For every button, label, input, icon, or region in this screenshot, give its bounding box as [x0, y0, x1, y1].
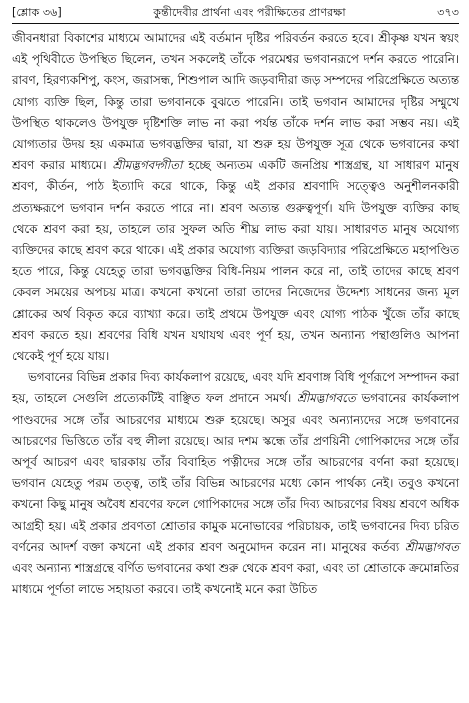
chapter-title: কুন্তীদেবীর প্রার্থনা এবং পরীক্ষিতের প্রাণরক্ষা	[153, 6, 346, 19]
header-rule	[12, 23, 459, 24]
paragraph	[12, 28, 459, 367]
scripture-title: শ্রীমদ্ভাগবতে	[296, 391, 356, 406]
body-text: হচ্ছে অন্যতম একটি জনপ্রিয় শাস্ত্রগ্রন্থ, যা সাধারণ মানুষ শ্রবণ, কীর্তন, পাঠ ইত্যাদি করে থাকে, কিন্তু এই প্রকার শ্রবণাদি সত্ত্বেও অনুশীলনকারী প্রত্যক্ষরূপে ভগবান দর্শন করতে পারে না। শ্রবণ অত্যন্ত গুরুত্বপূর্ণ। যদি উপযুক্ত ব্যক্তির কাছ থেকে শ্রবণ করা হয়, তাহলে তার সুফল অতি শীঘ্র লাভ করা যায়। সাধারণত মানুষ অযোগ্য ব্যক্তিদের কাছে শ্রবণ করে থাকে। এই প্রকার অযোগ্য ব্যক্তিরা জড়বিদ্যার পরিপ্রেক্ষিতে মহাপণ্ডিত হতে পারে, কিন্তু যেহেতু তারা ভগবদ্ভক্তির বিধি-নিয়ম পালন করে না, তাই তাদের কাছে শ্রবণ কেবল সময়ের অপচয় মাত্র। কখনো কখনো তারা তাদের নিজেদের উদ্দেশ্য সাধনের জন্য মূল শ্লোকের অর্থ বিকৃত করে ব্যাখ্যা করে। তাই প্রথমে উপযুক্ত এবং যোগ্য পাঠক খুঁজে তাঁর কাছে শ্রবণ করতে হয়। শ্রবণের বিধি যখন যথাযথ এবং পূর্ণ হয়, তখন অন্যান্য পন্থাগুলিও আপনা থেকেই পূর্ণ হয়ে যায়।	[12, 158, 459, 364]
body-text: এবং অন্যান্য শাস্ত্রগ্রন্থে বর্ণিত ভগবানের কথা শুরু থেকে শ্রবণ করা, এবং তা শ্রোতাকে ক্রমোন্নতির মাধ্যমে পূর্ণতা লাভে সহায়তা করবে। তাই কখনোই মনে করা উচিত	[12, 561, 459, 597]
scripture-title: শ্রীমদ্ভগবদ্গীতা	[112, 158, 183, 173]
scripture-title: শ্রীমদ্ভাগবত	[404, 539, 459, 554]
page-number: ৩৭৩	[437, 6, 459, 19]
page-body	[12, 28, 459, 600]
verse-reference: [শ্লোক ৩৬]	[12, 6, 62, 19]
body-text: জীবনধারা বিকাশের মাধ্যমে আমাদের এই বর্তমান দৃষ্টির পরিবর্তন করতে হবে। শ্রীকৃষ্ণ যখন স্বয়ং এই পৃথিবীতে উপস্থিত ছিলেন, তখন সকলেই তাঁকে পরমেশ্বর ভগবানরূপে দর্শন করতে পারেনি। রাবণ, হিরণ্যকশিপু, কংস, জরাসন্ধ, শিশুপাল আদি জড়বাদীরা জড় সম্পদের পরিপ্রেক্ষিতে অত্যন্ত যোগ্য ব্যক্তি ছিল, কিন্তু তারা ভগবানকে বুঝতে পারেনি। তাই ভগবান আমাদের দৃষ্টির সম্মুখে উপস্থিত থাকলেও উপযুক্ত দৃষ্টিশক্তি লাভ না করা পর্যন্ত তাঁকে দর্শন লাভ করা সম্ভব নয়। এই যোগ্যতার উদয় হয় একমাত্র ভগবদ্ভক্তির দ্বারা, যা শুরু হয় উপযুক্ত সূত্র থেকে ভগবানের কথা শ্রবণ করার মাধ্যমে।	[12, 31, 459, 173]
running-header	[12, 4, 459, 22]
paragraph	[12, 367, 459, 600]
body-text: ভগবানের বিভিন্ন প্রকার দিব্য কার্যকলাপ রয়েছে, এবং যদি শ্রবণাঙ্গ বিধি পূর্ণরূপে সম্পাদন করা হয়, তাহলে সেগুলি প্রত্যেকটিই বাঞ্ছিত ফল প্রদানে সমর্থ।	[12, 370, 459, 406]
body-text: ভগবানের কার্যকলাপ পাণ্ডবদের সঙ্গে তাঁর আচরণের মাধ্যমে শুরু হয়েছে। অসুর এবং অন্যান্যদের সঙ্গে ভগবানের আচরণের ভিত্তিতে তাঁর বহু লীলা রয়েছে। আর দশম স্কন্ধে তাঁর প্রণয়িনী গোপিকাদের সঙ্গে তাঁর অপূর্ব আচরণ এবং দ্বারকায় তাঁর বিবাহিত পত্নীদের সঙ্গে তাঁর আচরণের বর্ণনা করা হয়েছে। ভগবান যেহেতু পরম তত্ত্ব, তাই তাঁর বিভিন্ন আচরণের মধ্যে কোন পার্থক্য নেই। তবুও কখনো কখনো কিছু মানুষ অবৈধ শ্রবণের ফলে গোপিকাদের সঙ্গে তাঁর দিব্য আচরণের বিষয় শ্রবণে অধিক আগ্রহী হয়। এই প্রকার প্রবণতা শ্রোতার কামুক মনোভাবের পরিচায়ক, তাই ভগবানের দিব্য চরিত বর্ণনের আদর্শ বক্তা কখনো এই প্রকার শ্রবণ অনুমোদন করেন না। মানুষের কর্তব্য	[12, 391, 459, 554]
